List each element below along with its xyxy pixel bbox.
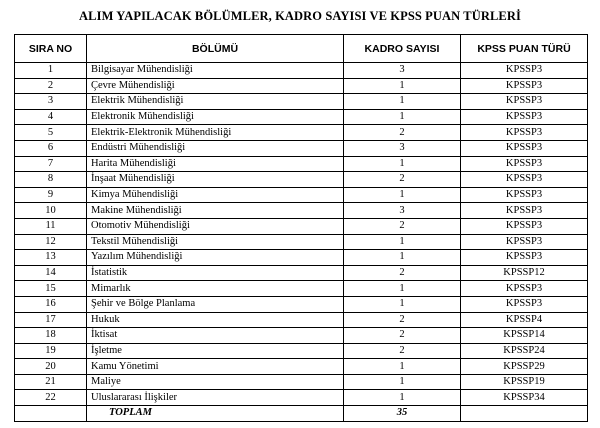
sira-no-cell: 17 — [15, 312, 87, 328]
sira-no-cell: 9 — [15, 187, 87, 203]
sira-no-cell: 5 — [15, 125, 87, 141]
table-row — [15, 203, 588, 219]
puan-turu-cell: KPSSP14 — [461, 328, 588, 344]
bolum-cell: Elektrik-Elektronik Mühendisliği — [87, 125, 344, 141]
puan-turu-cell: KPSSP29 — [461, 359, 588, 375]
bolum-cell: Bilgisayar Mühendisliği — [87, 63, 344, 79]
bolum-cell: Maliye — [87, 374, 344, 390]
bolum-cell: İktisat — [87, 328, 344, 344]
bolum-cell: Tekstil Mühendisliği — [87, 234, 344, 250]
kadro-cell: 1 — [344, 187, 461, 203]
table-row — [15, 156, 588, 172]
table-row — [15, 281, 588, 297]
puan-turu-cell: KPSSP12 — [461, 265, 588, 281]
kadro-cell: 1 — [344, 156, 461, 172]
puan-turu-cell: KPSSP3 — [461, 218, 588, 234]
kadro-cell: 2 — [344, 218, 461, 234]
bolum-cell: Elektrik Mühendisliği — [87, 94, 344, 110]
total-label: TOPLAM — [87, 406, 344, 422]
bolum-cell: Otomotiv Mühendisliği — [87, 218, 344, 234]
puan-turu-cell: KPSSP3 — [461, 172, 588, 188]
bolum-cell: Hukuk — [87, 312, 344, 328]
puan-turu-cell: KPSSP3 — [461, 203, 588, 219]
puan-turu-cell: KPSSP3 — [461, 78, 588, 94]
table-row — [15, 140, 588, 156]
table-row — [15, 63, 588, 79]
table-row — [15, 390, 588, 406]
bolum-cell: Mimarlık — [87, 281, 344, 297]
bolum-cell: Endüstri Mühendisliği — [87, 140, 344, 156]
header-kpss-puan-turu: KPSS PUAN TÜRÜ — [461, 35, 588, 63]
puan-turu-cell: KPSSP3 — [461, 109, 588, 125]
table-row — [15, 187, 588, 203]
kadro-cell: 1 — [344, 78, 461, 94]
puan-turu-cell: KPSSP3 — [461, 281, 588, 297]
page-title: ALIM YAPILACAK BÖLÜMLER, KADRO SAYISI VE KPSS PUAN TÜRLERİ — [79, 9, 521, 23]
sira-no-cell: 19 — [15, 343, 87, 359]
kadro-cell: 1 — [344, 234, 461, 250]
bolum-cell: Elektronik Mühendisliği — [87, 109, 344, 125]
table-row — [15, 296, 588, 312]
bolum-cell: Makine Mühendisliği — [87, 203, 344, 219]
header-kadro-sayisi: KADRO SAYISI — [344, 35, 461, 63]
puan-turu-cell: KPSSP3 — [461, 94, 588, 110]
table-header-row — [15, 35, 588, 63]
sira-no-cell: 11 — [15, 218, 87, 234]
bolum-cell: İnşaat Mühendisliği — [87, 172, 344, 188]
sira-no-cell: 22 — [15, 390, 87, 406]
kadro-cell: 1 — [344, 109, 461, 125]
total-row — [15, 406, 588, 422]
kadro-cell: 2 — [344, 343, 461, 359]
sira-no-cell: 1 — [15, 63, 87, 79]
bolum-cell: Harita Mühendisliği — [87, 156, 344, 172]
puan-turu-cell: KPSSP3 — [461, 63, 588, 79]
sira-no-cell: 2 — [15, 78, 87, 94]
kadro-cell: 3 — [344, 63, 461, 79]
sira-no-cell: 15 — [15, 281, 87, 297]
sira-no-cell: 18 — [15, 328, 87, 344]
puan-turu-cell: KPSSP24 — [461, 343, 588, 359]
kadro-cell: 1 — [344, 374, 461, 390]
kadro-cell: 2 — [344, 312, 461, 328]
table-row — [15, 172, 588, 188]
bolum-cell: İşletme — [87, 343, 344, 359]
table-row — [15, 359, 588, 375]
total-empty-cell — [15, 406, 87, 422]
bolum-cell: Şehir ve Bölge Planlama — [87, 296, 344, 312]
kadro-cell: 1 — [344, 390, 461, 406]
puan-turu-cell: KPSSP3 — [461, 125, 588, 141]
table-row — [15, 78, 588, 94]
kadro-cell: 3 — [344, 140, 461, 156]
table-row — [15, 109, 588, 125]
kadro-cell: 1 — [344, 94, 461, 110]
bolum-cell: Kimya Mühendisliği — [87, 187, 344, 203]
table-row — [15, 312, 588, 328]
puan-turu-cell: KPSSP19 — [461, 374, 588, 390]
sira-no-cell: 3 — [15, 94, 87, 110]
sira-no-cell: 6 — [15, 140, 87, 156]
bolum-cell: Çevre Mühendisliği — [87, 78, 344, 94]
puan-turu-cell: KPSSP3 — [461, 156, 588, 172]
kadro-cell: 1 — [344, 250, 461, 266]
sira-no-cell: 8 — [15, 172, 87, 188]
puan-turu-cell: KPSSP3 — [461, 234, 588, 250]
puan-turu-cell: KPSSP4 — [461, 312, 588, 328]
kadro-cell: 1 — [344, 296, 461, 312]
bolum-cell: Yazılım Mühendisliği — [87, 250, 344, 266]
bolum-cell: İstatistik — [87, 265, 344, 281]
table-row — [15, 234, 588, 250]
sira-no-cell: 4 — [15, 109, 87, 125]
puan-turu-cell: KPSSP34 — [461, 390, 588, 406]
puan-turu-cell: KPSSP3 — [461, 187, 588, 203]
table-row — [15, 218, 588, 234]
table-row — [15, 343, 588, 359]
table-row — [15, 250, 588, 266]
table-row — [15, 328, 588, 344]
header-bolum: BÖLÜMÜ — [87, 35, 344, 63]
bolum-cell: Uluslararası İlişkiler — [87, 390, 344, 406]
sira-no-cell: 10 — [15, 203, 87, 219]
puan-turu-cell: KPSSP3 — [461, 296, 588, 312]
table-row — [15, 125, 588, 141]
total-kadro: 35 — [344, 406, 461, 422]
bolum-cell: Kamu Yönetimi — [87, 359, 344, 375]
header-sira-no: SIRA NO — [15, 35, 87, 63]
table-row — [15, 265, 588, 281]
kadro-cell: 2 — [344, 125, 461, 141]
sira-no-cell: 16 — [15, 296, 87, 312]
kadro-cell: 2 — [344, 265, 461, 281]
table-row — [15, 374, 588, 390]
table-body — [15, 63, 588, 406]
puan-turu-cell: KPSSP3 — [461, 250, 588, 266]
sira-no-cell: 14 — [15, 265, 87, 281]
sira-no-cell: 21 — [15, 374, 87, 390]
sira-no-cell: 12 — [15, 234, 87, 250]
sira-no-cell: 20 — [15, 359, 87, 375]
sira-no-cell: 7 — [15, 156, 87, 172]
total-empty-cell — [461, 406, 588, 422]
kadro-cell: 2 — [344, 328, 461, 344]
sira-no-cell: 13 — [15, 250, 87, 266]
puan-turu-cell: KPSSP3 — [461, 140, 588, 156]
kadro-cell: 1 — [344, 281, 461, 297]
table-row — [15, 94, 588, 110]
kadro-cell: 2 — [344, 172, 461, 188]
kadro-cell: 3 — [344, 203, 461, 219]
departments-table — [14, 34, 588, 422]
kadro-cell: 1 — [344, 359, 461, 375]
